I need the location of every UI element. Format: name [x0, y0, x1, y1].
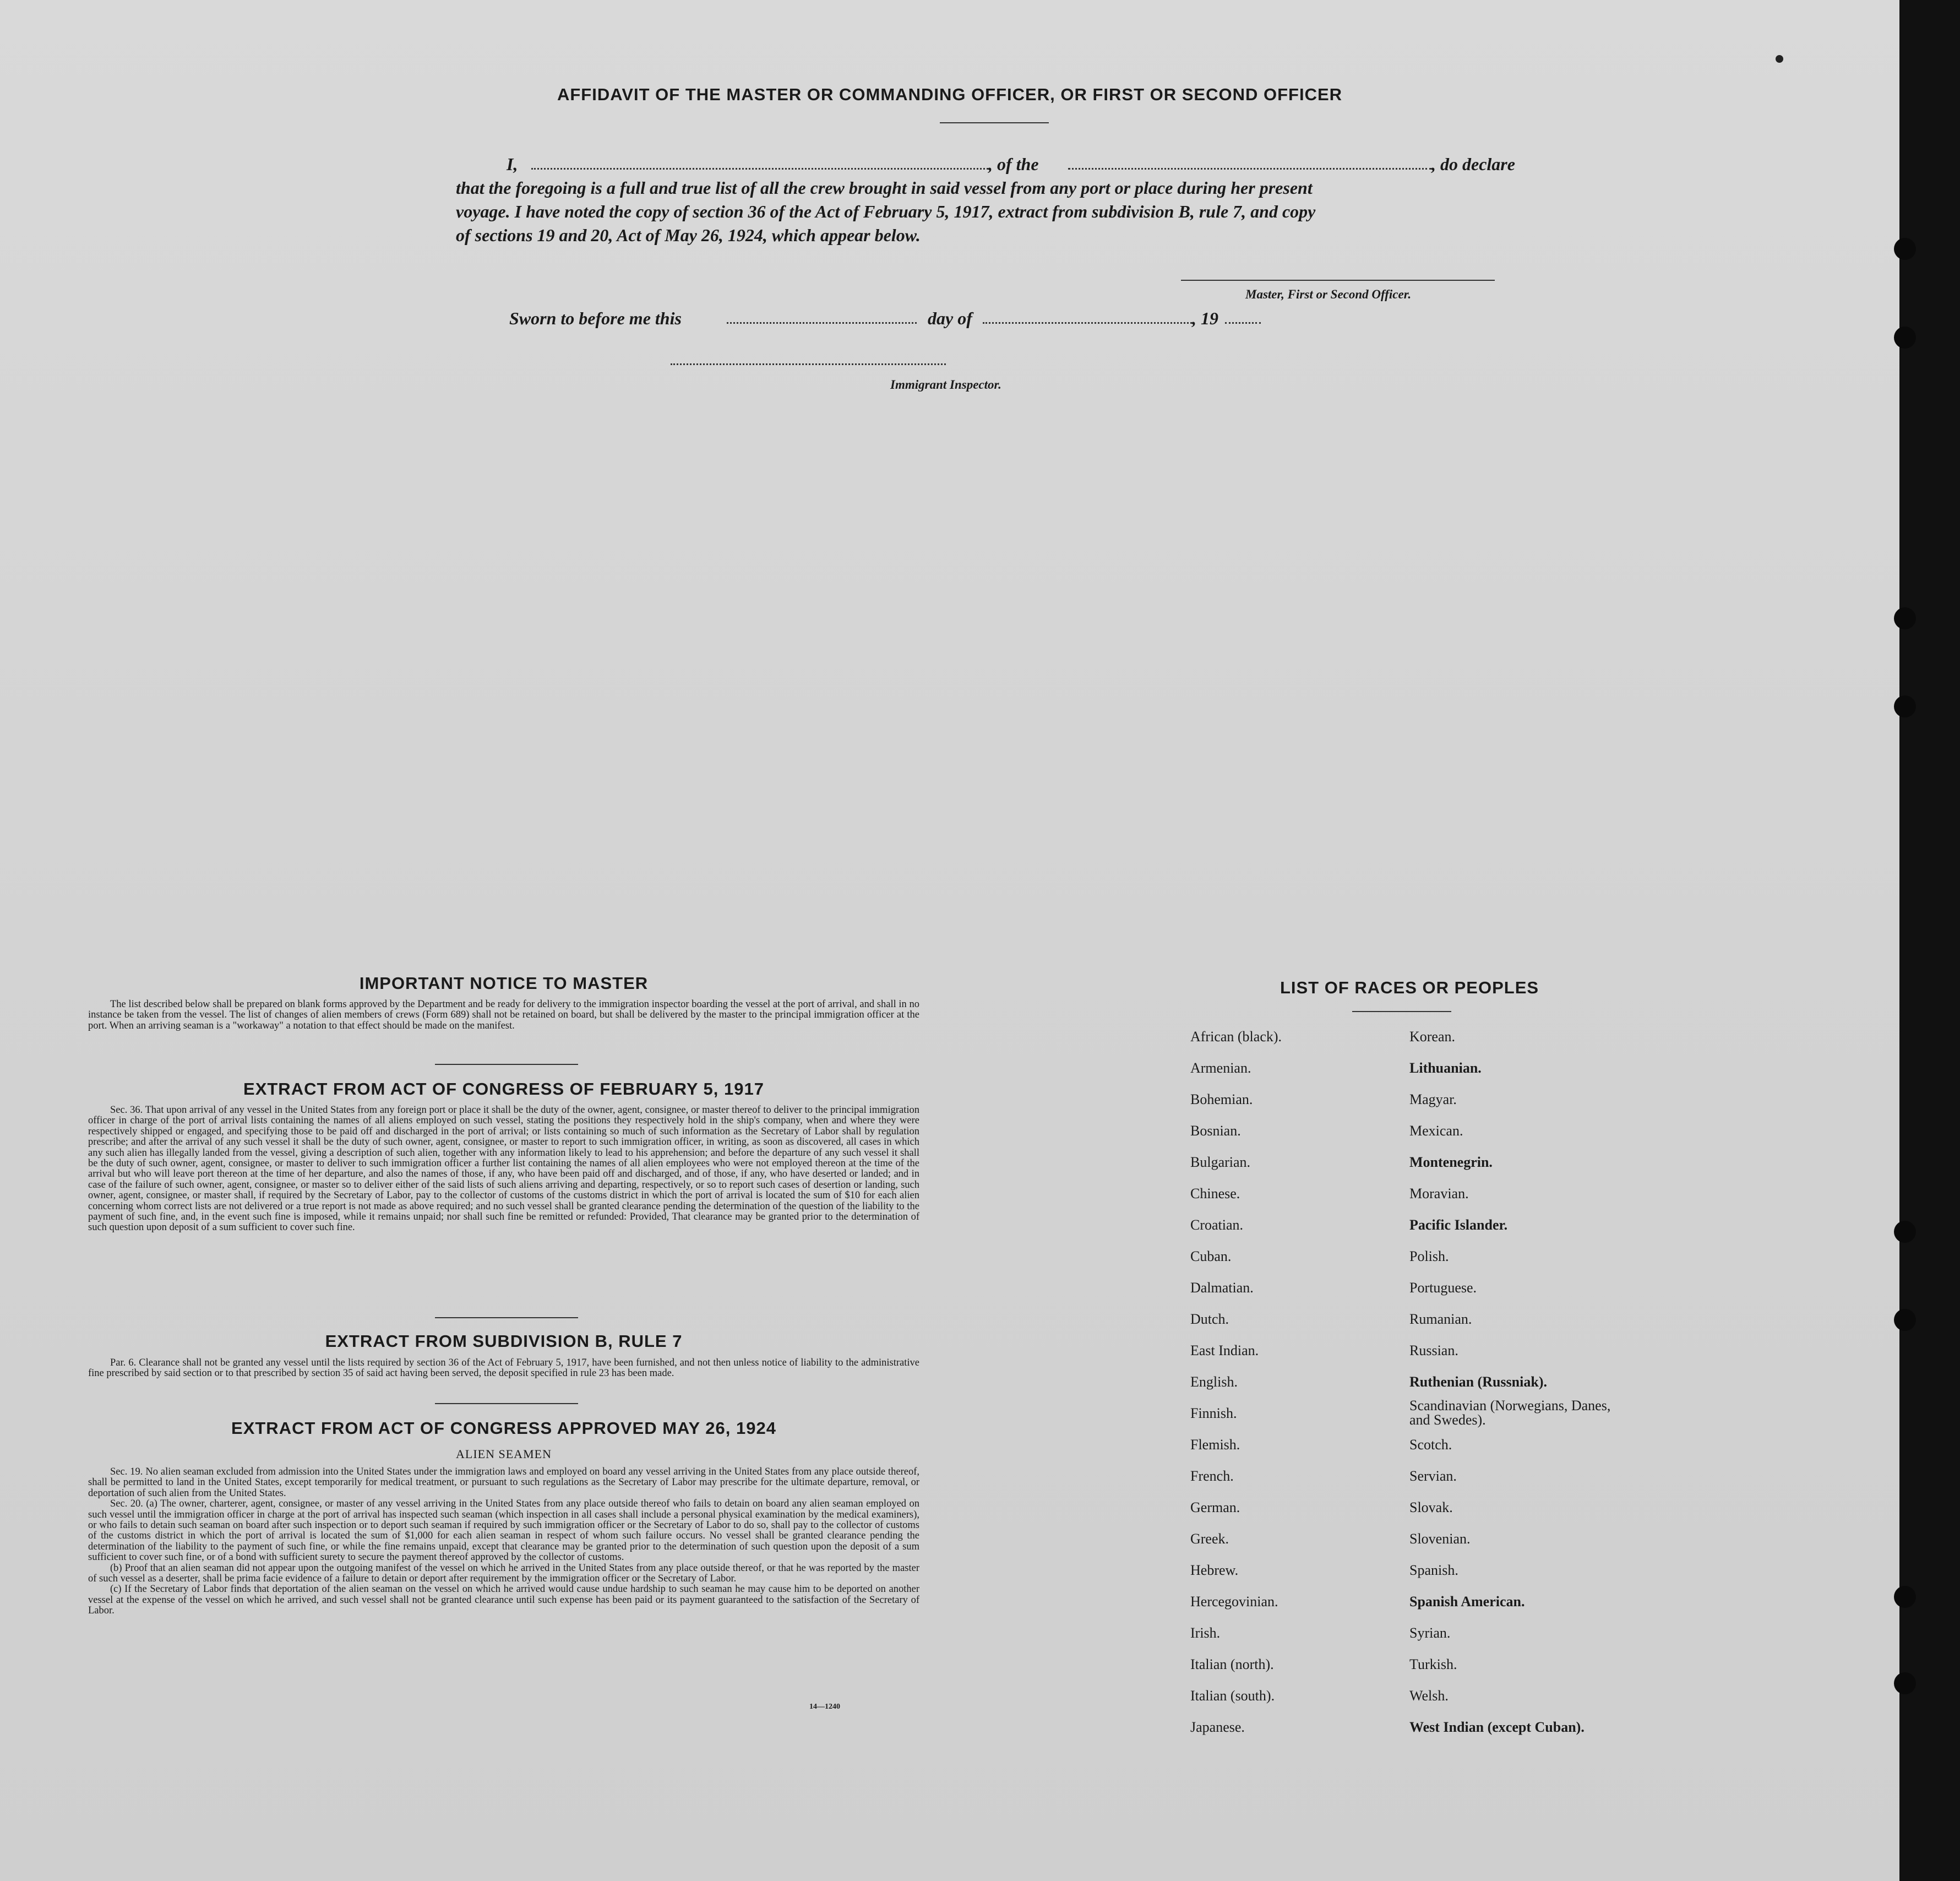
subdivision-title: EXTRACT FROM SUBDIVISION B, RULE 7 [325, 1331, 683, 1351]
notice-paragraph: The list described below shall be prepared on blank forms approved by the Department and be ready for delivery to the immigration inspector boarding the vessel at the port of arrival, and shall in no instance be taken from the vessel. The list of changes of alien members of crews (Form 689) shall not be retained on board, but shall be delivered by the master to the principal immigration officer at the port. When an arriving seaman is a "workaway" a notation to that effect should be made on the manifest. [88, 999, 919, 1031]
race-right-item: Montenegrin. [1409, 1154, 1493, 1170]
master-signature-line [1181, 280, 1495, 281]
sworn-day-label: day of [928, 308, 972, 328]
race-right-item: Servian. [1409, 1468, 1457, 1484]
vessel-blank [1068, 168, 1431, 170]
race-left-item: Hebrew. [1190, 1562, 1239, 1578]
race-left-item: English. [1190, 1374, 1238, 1390]
form-number: 14—1240 [809, 1703, 840, 1711]
extract-1917-title: EXTRACT FROM ACT OF CONGRESS OF FEBRUARY 5, 1917 [243, 1079, 764, 1099]
race-left-item: Italian (north). [1190, 1656, 1274, 1672]
race-left-item: Dutch. [1190, 1311, 1229, 1327]
race-left-item: Bulgarian. [1190, 1154, 1251, 1170]
master-caption: Master, First or Second Officer. [1245, 287, 1412, 301]
race-left-item: East Indian. [1190, 1342, 1259, 1358]
affidavit-line-3: voyage. I have noted the copy of section 36 of the Act of February 5, 1917, extract from subdivision B, rule 7, and copy [456, 202, 1316, 221]
sec-20a-paragraph: Sec. 20. (a) The owner, charterer, agent, consignee, or master of any vessel arriving in the United States from any place outside thereof who fails to detain on board any alien seaman employed on such vessel until the immigration officer in charge at the port of arrival has inspected such seaman (which inspection in all cases shall include a personal physical examination by the medical examiners), or who fails to detain such seaman on board after such inspection or to deport such seaman if required by such immigration officer or the Secretary of Labor to do so, shall pay to the collector of customs of the customs district in which the port of arrival is located the sum of $1,000 for each alien seaman in respect of whom such failure occurs. No vessel shall be granted clearance pending the determination of the liability to the payment of such fine, or while the fine remains unpaid, except that clearance may be granted prior to the determination of such question upon the deposit of a sum sufficient to cover such fine, or of a bond with sufficient surety to secure the payment thereof approved by the collector of customs. [88, 1498, 919, 1563]
affidavit-of-label: , of the [988, 154, 1039, 174]
affidavit-declare-label: , do declare [1431, 154, 1515, 174]
race-left-item: French. [1190, 1468, 1234, 1484]
race-left-item: Armenian. [1190, 1060, 1251, 1076]
race-left-item: African (black). [1190, 1029, 1282, 1045]
race-right-item: Pacific Islander. [1409, 1217, 1508, 1233]
sec-20c-paragraph: (c) If the Secretary of Labor finds that deportation of the alien seaman on the vessel on which he arrived would cause undue hardship to such seaman he may cause him to be deported on another vessel at the expense of the vessel on which he arrived, and such vessel shall not be granted clearance until such expense has been paid or its payment guaranteed to the satisfaction of the Secretary of Labor. [88, 1584, 919, 1617]
inspector-caption: Immigrant Inspector. [890, 378, 1001, 392]
binder-hole-6 [1894, 1309, 1916, 1331]
race-left-item: Finnish. [1190, 1405, 1237, 1421]
extract-1924-text [88, 1467, 919, 1617]
race-left-item: Greek. [1190, 1531, 1229, 1547]
sworn-year-label: , 19 [1192, 308, 1218, 328]
race-right-item: Spanish. [1409, 1562, 1458, 1578]
sec-20b-paragraph: (b) Proof that an alien seaman did not appear upon the outgoing manifest of the vessel on which he arrived in the United States from any place outside thereof, or that he was reported by the master of such vessel as a deserter, shall be prima facie evidence of a failure to detain or deport after requirement by the immigration officer or the Secretary of Labor. [88, 1562, 919, 1585]
races-title: LIST OF RACES OR PEOPLES [1280, 978, 1539, 997]
race-right-item: Russian. [1409, 1342, 1458, 1358]
race-right-item: Turkish. [1409, 1656, 1457, 1672]
race-left-item: Cuban. [1190, 1248, 1232, 1264]
subdivision-text [88, 1358, 919, 1379]
race-right-item: Spanish American. [1409, 1594, 1525, 1610]
race-right-item: Rumanian. [1409, 1311, 1472, 1327]
title-divider [940, 122, 1049, 123]
binder-hole-8 [1894, 1672, 1916, 1694]
race-right-item: Portuguese. [1409, 1280, 1477, 1296]
race-left-item: Irish. [1190, 1625, 1221, 1641]
race-left-item: Hercegovinian. [1190, 1594, 1278, 1610]
race-right-item: Polish. [1409, 1248, 1449, 1264]
race-right-item: Ruthenian (Russniak). [1409, 1374, 1547, 1390]
binder-hole-7 [1894, 1586, 1916, 1608]
race-left-item: Croatian. [1190, 1217, 1244, 1233]
race-left-item: Italian (south). [1190, 1688, 1275, 1704]
sworn-label: Sworn to before me this [509, 308, 682, 328]
binder-hole-5 [1894, 1221, 1916, 1243]
notice-text [88, 999, 919, 1031]
binder-hole-4 [1894, 695, 1916, 717]
race-right-item: Welsh. [1409, 1688, 1449, 1704]
race-right-item: Slovak. [1409, 1499, 1453, 1515]
extract-1917-text [88, 1105, 919, 1233]
race-right-item: Mexican. [1409, 1123, 1463, 1139]
par-6-paragraph: Par. 6. Clearance shall not be granted any vessel until the lists required by section 36 of the Act of February 5, 1917, have been furnished, and not then unless notice of liability to the administrative fine prescribed by said section or to that prescribed by section 35 of said act having been served, the deposit specified in rule 23 has been made. [88, 1357, 919, 1379]
race-right-item: Slovenian. [1409, 1531, 1471, 1547]
sworn-year-blank [1225, 322, 1261, 324]
race-right-item: Scotch. [1409, 1437, 1452, 1453]
inspector-signature-line [671, 363, 946, 365]
race-right-item: Lithuanian. [1409, 1060, 1482, 1076]
race-left-item: Dalmatian. [1190, 1280, 1254, 1296]
sec-19-paragraph: Sec. 19. No alien seaman excluded from admission into the United States under the immigration laws and employed on board any vessel arriving in the United States from any place outside thereof, shall be permitted to land in the United States, except temporarily for medical treatment, or pursuant to such regulations as the Secretary of Labor may prescribe for the ultimate departure, removal, or deportation of such alien from the United States. [88, 1466, 919, 1499]
binder-hole-3 [1894, 607, 1916, 629]
ink-mark [1776, 55, 1783, 63]
binder-hole-1 [1894, 238, 1916, 260]
race-left-item: Chinese. [1190, 1186, 1240, 1202]
race-right-item: Scandinavian (Norwegians, Danes, and Swedes). [1409, 1398, 1611, 1428]
divider-2 [435, 1317, 578, 1318]
race-left-item: Bosnian. [1190, 1123, 1241, 1139]
affidavit-line-4: of sections 19 and 20, Act of May 26, 1924, which appear below. [456, 225, 921, 245]
binder-hole-2 [1894, 327, 1916, 349]
race-right-item: Korean. [1409, 1029, 1456, 1045]
affidavit-line-2: that the foregoing is a full and true list of all the crew brought in said vessel from any port or place during her present [456, 178, 1313, 198]
notice-title: IMPORTANT NOTICE TO MASTER [359, 974, 649, 993]
extract-1924-title: EXTRACT FROM ACT OF CONGRESS APPROVED MAY 26, 1924 [231, 1418, 776, 1438]
divider-1 [435, 1064, 578, 1065]
sworn-month-blank [983, 322, 1192, 324]
divider-3 [435, 1403, 578, 1404]
race-right-item: Moravian. [1409, 1186, 1469, 1202]
name-blank [531, 168, 988, 170]
race-right-item: Syrian. [1409, 1625, 1451, 1641]
race-left-item: German. [1190, 1499, 1240, 1515]
alien-seamen-subtitle: ALIEN SEAMEN [456, 1447, 552, 1461]
race-right-item: West Indian (except Cuban). [1409, 1719, 1585, 1735]
affidavit-title: AFFIDAVIT OF THE MASTER OR COMMANDING OFFICER, OR FIRST OR SECOND OFFICER [557, 85, 1343, 104]
sec-36-paragraph: Sec. 36. That upon arrival of any vessel in the United States from any foreign port or place it shall be the duty of the owner, agent, consignee, or master thereof to deliver to the principal immigration officer in charge of the port of arrival lists containing the names of all aliens employed on such vessel, stating the positions they respectively hold in the ship's company, when and where they were respectively shipped or engaged, and specifying those to be paid off and discharged in the port of arrival; or lists containing so much of such information as the Secretary of Labor shall by regulation prescribe; and after the arrival of any such vessel it shall be the duty of such owner, agent, consignee, or master to report to such immigration officer, in writing, as soon as discovered, all cases in which any such alien has illegally landed from the vessel, giving a description of such alien, together with any information likely to lead to his apprehension; and before the departure of any such vessel it shall be the duty of such owner, agent, consignee, or master to deliver to such immigration officer a further list containing the names of all alien employees who were not employed thereon at the time of the arrival but who will leave port thereon at the time of her departure, and also the names of those, if any, who have been paid off and discharged, and of those, if any, who have deserted or landed; and in case of the failure of such owner, agent, consignee, or master so to deliver either of the said lists of such aliens arriving and departing, respectively, or so to report such cases of desertion or landing, such owner, agent, consignee, or master shall, if required by the Secretary of Labor, pay to the collector of customs of the customs district in which the port of arrival is located the sum of $10 for each alien concerning whom correct lists are not delivered or a true report is not made as above required; and no such vessel shall be granted clearance pending the determination of the question of the liability to the payment of such fine, and, in the event such fine is imposed, while it remains unpaid; nor shall such fine be remitted or refunded: Provided, That clearance may be granted prior to the determination of such question upon deposit of a sum sufficient to cover such fine. [88, 1105, 919, 1233]
race-left-item: Japanese. [1190, 1719, 1245, 1735]
race-right-item: Magyar. [1409, 1091, 1457, 1107]
race-left-item: Bohemian. [1190, 1091, 1253, 1107]
races-divider [1352, 1011, 1451, 1012]
race-left-item: Flemish. [1190, 1437, 1240, 1453]
sworn-day-blank [727, 322, 917, 324]
affidavit-i-label: I, [507, 154, 518, 174]
